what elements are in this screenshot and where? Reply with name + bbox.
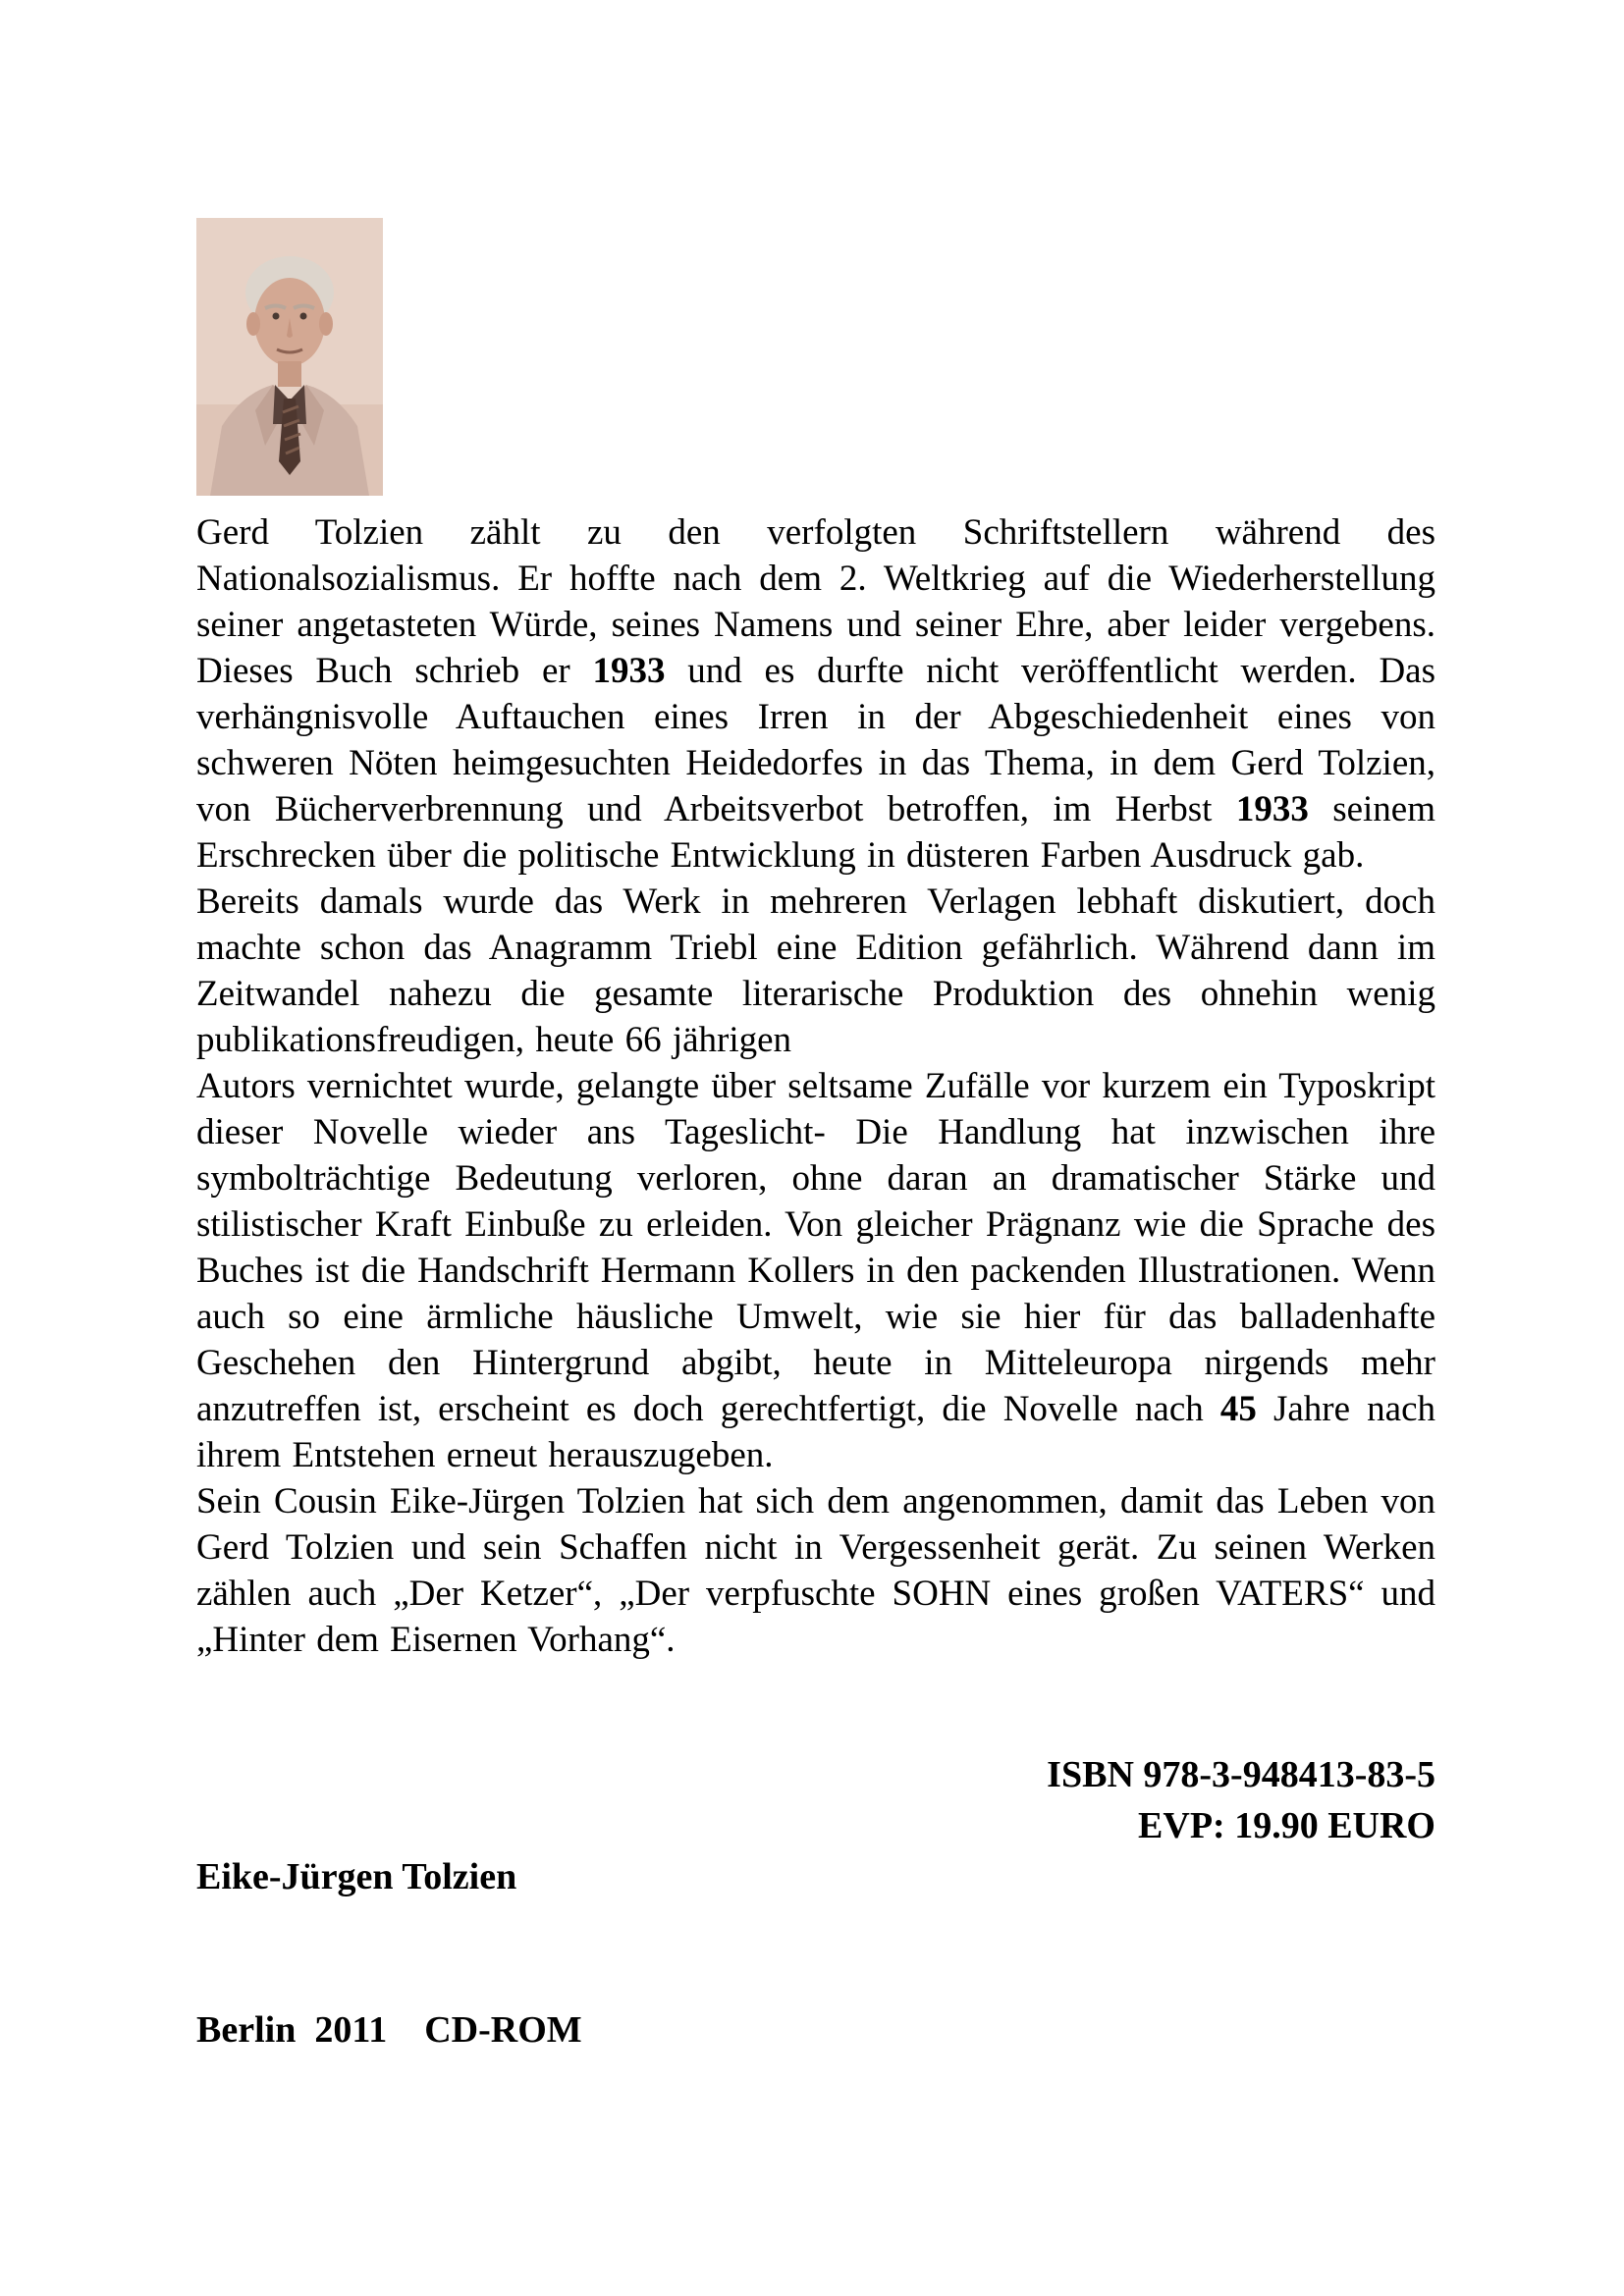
text-segment: und es durfte nicht veröffentlicht werden. Das verhängnisvolle Auftauchen eines Irren in der Abgeschiedenheit eines von schweren Nöten heimgesuchten Heidedorfes in das Thema, in dem Gerd Tolzien, von Bücherverbrennung und Arbeitsverbot betroffen, im Herbst <box>196 651 1435 829</box>
price: EVP: 19.90 EURO <box>1138 1805 1435 1846</box>
text-segment: Gerd Tolzien zählt zu den verfolgten Schriftstellern während des Nationalsozialismus. Er hoffte nach dem 2. Weltkrieg auf die Wiederherstellung seiner angetasteten Würde, seines Namens und seiner Ehre, aber leider vergebens. Dieses Buch schrieb er <box>196 512 1435 691</box>
isbn: ISBN 978-3-948413-83-5 <box>1047 1754 1435 1795</box>
paragraph <box>196 1063 1435 1478</box>
bold-text-segment: 1933 <box>592 651 666 691</box>
text-segment: Bereits damals wurde das Werk in mehreren Verlagen lebhaft diskutiert, doch machte schon das Anagramm Triebl eine Edition gefährlich. Während dann im Zeitwandel nahezu die gesamte literarische Produktion des ohnehin wenig publikationsfreudigen, heute 66 jährigen <box>196 881 1435 1060</box>
portrait-photo <box>196 218 383 496</box>
bold-text-segment: 45 <box>1219 1389 1257 1429</box>
paragraph <box>196 879 1435 1063</box>
publisher-city-media: Berlin 2011 CD-ROM <box>196 2009 582 2051</box>
footer <box>196 1749 1435 2158</box>
portrait-illustration <box>196 218 383 496</box>
text-segment: seinem Erschrecken über die politische Entwicklung in düsteren Farben Ausdruck gab. <box>196 789 1436 876</box>
text-segment: Autors vernichtet wurde, gelangte über seltsame Zufälle vor kurzem ein Typoskript dieser Novelle wieder ans Tageslicht- Die Handlung hat inzwischen ihre symbolträchtige Bedeutung verloren, ohne daran an dramatischer Stärke und stilistischer Kraft Einbuße zu erleiden. Von gleicher Prägnanz wie die Sprache des Buches ist die Handschrift Hermann Kollers in den packenden Illustrationen. Wenn auch so eine ärmliche häusliche Umwelt, wie sie hier für das balladenhafte Geschehen den Hintergrund abgibt, heute in Mitteleuropa nirgends mehr anzutreffen ist, erscheint es doch gerechtfertigt, die Novelle nach <box>196 1066 1435 1429</box>
text-segment: Sein Cousin Eike-Jürgen Tolzien hat sich dem angenommen, damit das Leben von Gerd Tolzien und sein Schaffen nicht in Vergessenheit gerät. Zu seinen Werken zählen auch „Der Ketzer“, „Der verpfuschte SOHN eines großen VATERS“ und „Hinter dem Eisernen Vorhang“. <box>196 1481 1435 1660</box>
bold-text-segment: 1933 <box>1235 789 1309 829</box>
footer-right <box>1047 1749 1435 1851</box>
paragraph <box>196 1478 1435 1663</box>
publisher-name: Eike-Jürgen Tolzien <box>196 1856 517 1897</box>
text-segment: Jahre nach ihrem Entstehen erneut herauszugeben. <box>196 1389 1435 1475</box>
page-content <box>196 218 1435 2158</box>
footer-left <box>196 1749 582 2158</box>
body-text <box>196 509 1435 1663</box>
paragraph <box>196 509 1435 879</box>
